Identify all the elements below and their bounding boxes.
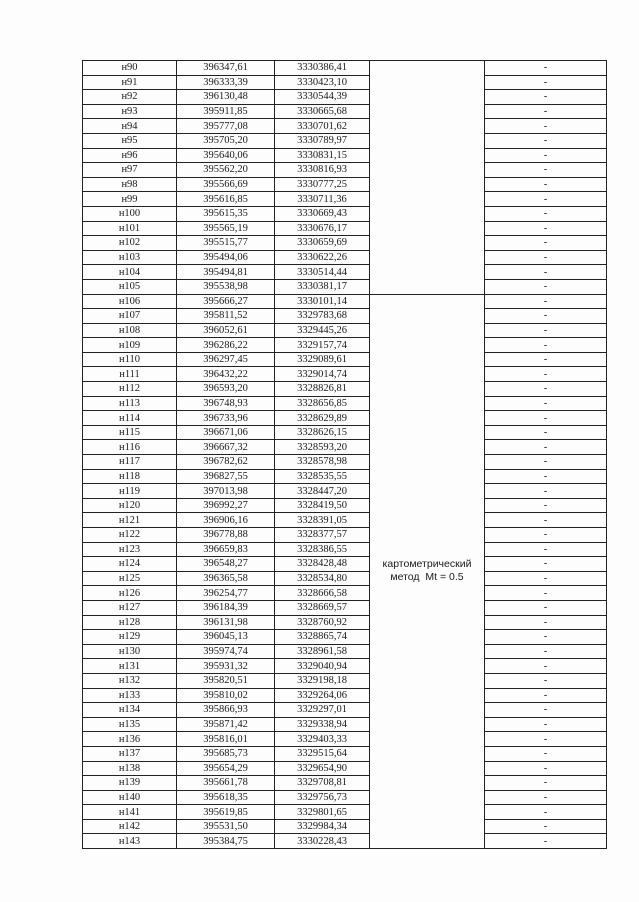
table-row: [83, 192, 607, 207]
point-name-cell: н93: [83, 104, 177, 119]
accuracy-cell: -: [485, 586, 607, 601]
point-name-cell: н111: [83, 367, 177, 382]
method-label: картометрический: [382, 558, 472, 571]
method-cell-lower: [370, 294, 485, 849]
x-coordinate-cell: 396992,27: [177, 498, 275, 513]
point-name-cell: н134: [83, 703, 177, 718]
x-coordinate-cell: 396659,83: [177, 542, 275, 557]
point-name-cell: н98: [83, 177, 177, 192]
point-name-cell: н95: [83, 133, 177, 148]
table-row: [83, 834, 607, 849]
accuracy-cell: -: [485, 776, 607, 791]
accuracy-cell: -: [485, 703, 607, 718]
point-name-cell: н121: [83, 513, 177, 528]
y-coordinate-cell: 3330669,43: [275, 206, 370, 221]
y-coordinate-cell: 3330676,17: [275, 221, 370, 236]
y-coordinate-cell: 3328669,57: [275, 600, 370, 615]
x-coordinate-cell: 396347,61: [177, 61, 275, 76]
y-coordinate-cell: 3329040,94: [275, 659, 370, 674]
table-row: [83, 513, 607, 528]
accuracy-cell: -: [485, 717, 607, 732]
x-coordinate-cell: 395654,29: [177, 761, 275, 776]
y-coordinate-cell: 3330622,26: [275, 250, 370, 265]
y-coordinate-cell: 3328826,81: [275, 382, 370, 397]
table-row: [83, 338, 607, 353]
point-name-cell: н142: [83, 819, 177, 834]
x-coordinate-cell: 396906,16: [177, 513, 275, 528]
table-row: [83, 396, 607, 411]
x-coordinate-cell: 395705,20: [177, 133, 275, 148]
point-name-cell: н117: [83, 455, 177, 470]
accuracy-cell: -: [485, 61, 607, 76]
y-coordinate-cell: 3329089,61: [275, 352, 370, 367]
x-coordinate-cell: 396365,58: [177, 571, 275, 586]
accuracy-cell: -: [485, 177, 607, 192]
y-coordinate-cell: 3330711,36: [275, 192, 370, 207]
accuracy-cell: -: [485, 367, 607, 382]
x-coordinate-cell: 395618,35: [177, 790, 275, 805]
y-coordinate-cell: 3330423,10: [275, 75, 370, 90]
accuracy-cell: -: [485, 455, 607, 470]
y-coordinate-cell: 3328391,05: [275, 513, 370, 528]
table-row: [83, 75, 607, 90]
table-row: [83, 717, 607, 732]
x-coordinate-cell: 396671,06: [177, 425, 275, 440]
x-coordinate-cell: 395515,77: [177, 236, 275, 251]
table-row: [83, 440, 607, 455]
table-row: [83, 61, 607, 76]
accuracy-cell: -: [485, 673, 607, 688]
table-row: [83, 644, 607, 659]
point-name-cell: н124: [83, 557, 177, 572]
point-name-cell: н118: [83, 469, 177, 484]
table-row: [83, 133, 607, 148]
x-coordinate-cell: 395538,98: [177, 279, 275, 294]
x-coordinate-cell: 395494,81: [177, 265, 275, 280]
point-name-cell: н92: [83, 90, 177, 105]
y-coordinate-cell: 3328865,74: [275, 630, 370, 645]
accuracy-cell: -: [485, 498, 607, 513]
table-row: [83, 206, 607, 221]
table-row: [83, 673, 607, 688]
point-name-cell: н97: [83, 163, 177, 178]
table-row: [83, 600, 607, 615]
point-name-cell: н114: [83, 411, 177, 426]
y-coordinate-cell: 3330701,62: [275, 119, 370, 134]
x-coordinate-cell: 395974,74: [177, 644, 275, 659]
point-name-cell: н94: [83, 119, 177, 134]
table-row: [83, 163, 607, 178]
y-coordinate-cell: 3328666,58: [275, 586, 370, 601]
point-name-cell: н113: [83, 396, 177, 411]
x-coordinate-cell: 395866,93: [177, 703, 275, 718]
accuracy-cell: -: [485, 265, 607, 280]
point-name-cell: н91: [83, 75, 177, 90]
y-coordinate-cell: 3330665,68: [275, 104, 370, 119]
y-coordinate-cell: 3330789,97: [275, 133, 370, 148]
y-coordinate-cell: 3329198,18: [275, 673, 370, 688]
point-name-cell: н122: [83, 528, 177, 543]
y-coordinate-cell: 3330544,39: [275, 90, 370, 105]
accuracy-cell: -: [485, 819, 607, 834]
accuracy-cell: -: [485, 528, 607, 543]
y-coordinate-cell: 3328578,98: [275, 455, 370, 470]
accuracy-cell: -: [485, 382, 607, 397]
point-name-cell: н105: [83, 279, 177, 294]
table-row: [83, 571, 607, 586]
accuracy-cell: -: [485, 746, 607, 761]
x-coordinate-cell: 396733,96: [177, 411, 275, 426]
x-coordinate-cell: 395931,32: [177, 659, 275, 674]
y-coordinate-cell: 3330514,44: [275, 265, 370, 280]
x-coordinate-cell: 396297,45: [177, 352, 275, 367]
accuracy-cell: -: [485, 294, 607, 309]
accuracy-cell: -: [485, 761, 607, 776]
point-name-cell: н99: [83, 192, 177, 207]
accuracy-cell: -: [485, 250, 607, 265]
y-coordinate-cell: 3330386,41: [275, 61, 370, 76]
y-coordinate-cell: 3329157,74: [275, 338, 370, 353]
y-coordinate-cell: 3330101,14: [275, 294, 370, 309]
y-coordinate-cell: 3328626,15: [275, 425, 370, 440]
accuracy-cell: -: [485, 469, 607, 484]
accuracy-cell: -: [485, 90, 607, 105]
point-name-cell: н107: [83, 309, 177, 324]
point-name-cell: н106: [83, 294, 177, 309]
x-coordinate-cell: 395820,51: [177, 673, 275, 688]
table-row: [83, 761, 607, 776]
y-coordinate-cell: 3328656,85: [275, 396, 370, 411]
x-coordinate-cell: 395661,78: [177, 776, 275, 791]
point-name-cell: н109: [83, 338, 177, 353]
x-coordinate-cell: 395811,52: [177, 309, 275, 324]
point-name-cell: н115: [83, 425, 177, 440]
y-coordinate-cell: 3330228,43: [275, 834, 370, 849]
table-row: [83, 279, 607, 294]
point-name-cell: н123: [83, 542, 177, 557]
y-coordinate-cell: 3328961,58: [275, 644, 370, 659]
accuracy-cell: -: [485, 104, 607, 119]
table-row: [83, 221, 607, 236]
x-coordinate-cell: 396052,61: [177, 323, 275, 338]
y-coordinate-cell: 3329756,73: [275, 790, 370, 805]
accuracy-cell: -: [485, 133, 607, 148]
y-coordinate-cell: 3329783,68: [275, 309, 370, 324]
y-coordinate-cell: 3328593,20: [275, 440, 370, 455]
point-name-cell: н112: [83, 382, 177, 397]
y-coordinate-cell: 3328386,55: [275, 542, 370, 557]
point-name-cell: н132: [83, 673, 177, 688]
accuracy-cell: -: [485, 411, 607, 426]
x-coordinate-cell: 396778,88: [177, 528, 275, 543]
x-coordinate-cell: 397013,98: [177, 484, 275, 499]
x-coordinate-cell: 395615,35: [177, 206, 275, 221]
point-name-cell: н143: [83, 834, 177, 849]
y-coordinate-cell: 3329445,26: [275, 323, 370, 338]
table-row: [83, 805, 607, 820]
table-row: [83, 148, 607, 163]
accuracy-cell: -: [485, 119, 607, 134]
x-coordinate-cell: 395871,42: [177, 717, 275, 732]
accuracy-cell: -: [485, 542, 607, 557]
accuracy-cell: -: [485, 206, 607, 221]
x-coordinate-cell: 396286,22: [177, 338, 275, 353]
point-name-cell: н133: [83, 688, 177, 703]
accuracy-cell: -: [485, 338, 607, 353]
y-coordinate-cell: 3329403,33: [275, 732, 370, 747]
accuracy-cell: -: [485, 192, 607, 207]
accuracy-cell: -: [485, 659, 607, 674]
table-row: [83, 776, 607, 791]
x-coordinate-cell: 396131,98: [177, 615, 275, 630]
point-name-cell: н116: [83, 440, 177, 455]
point-name-cell: н103: [83, 250, 177, 265]
x-coordinate-cell: 395566,69: [177, 177, 275, 192]
table-row: [83, 688, 607, 703]
x-coordinate-cell: 396548,27: [177, 557, 275, 572]
x-coordinate-cell: 395810,02: [177, 688, 275, 703]
x-coordinate-cell: 395565,19: [177, 221, 275, 236]
accuracy-cell: -: [485, 352, 607, 367]
coordinates-table-body: [83, 61, 607, 849]
point-name-cell: н131: [83, 659, 177, 674]
y-coordinate-cell: 3330777,25: [275, 177, 370, 192]
x-coordinate-cell: 396667,32: [177, 440, 275, 455]
y-coordinate-cell: 3328760,92: [275, 615, 370, 630]
x-coordinate-cell: 395911,85: [177, 104, 275, 119]
x-coordinate-cell: 395384,75: [177, 834, 275, 849]
accuracy-cell: -: [485, 440, 607, 455]
accuracy-cell: -: [485, 484, 607, 499]
x-coordinate-cell: 395640,06: [177, 148, 275, 163]
accuracy-cell: -: [485, 163, 607, 178]
y-coordinate-cell: 3329014,74: [275, 367, 370, 382]
point-name-cell: н138: [83, 761, 177, 776]
method-cell-upper: [370, 61, 485, 295]
y-coordinate-cell: 3329338,94: [275, 717, 370, 732]
x-coordinate-cell: 396130,48: [177, 90, 275, 105]
accuracy-cell: -: [485, 75, 607, 90]
table-row: [83, 484, 607, 499]
accuracy-cell: -: [485, 615, 607, 630]
accuracy-cell: -: [485, 148, 607, 163]
y-coordinate-cell: 3329801,65: [275, 805, 370, 820]
x-coordinate-cell: 396254,77: [177, 586, 275, 601]
y-coordinate-cell: 3328535,55: [275, 469, 370, 484]
y-coordinate-cell: 3328428,48: [275, 557, 370, 572]
table-row: [83, 265, 607, 280]
x-coordinate-cell: 396593,20: [177, 382, 275, 397]
point-name-cell: н139: [83, 776, 177, 791]
accuracy-cell: -: [485, 600, 607, 615]
table-row: [83, 528, 607, 543]
table-row: [83, 411, 607, 426]
y-coordinate-cell: 3329708,81: [275, 776, 370, 791]
table-row: [83, 630, 607, 645]
y-coordinate-cell: 3328534,80: [275, 571, 370, 586]
table-row: [83, 294, 607, 309]
y-coordinate-cell: 3328629,89: [275, 411, 370, 426]
point-name-cell: н125: [83, 571, 177, 586]
accuracy-cell: -: [485, 323, 607, 338]
point-name-cell: н102: [83, 236, 177, 251]
table-row: [83, 382, 607, 397]
table-row: [83, 703, 607, 718]
table-row: [83, 104, 607, 119]
y-coordinate-cell: 3329264,06: [275, 688, 370, 703]
table-row: [83, 309, 607, 324]
x-coordinate-cell: 396184,39: [177, 600, 275, 615]
table-row: [83, 236, 607, 251]
y-coordinate-cell: 3329654,90: [275, 761, 370, 776]
coordinates-table: [82, 60, 607, 849]
x-coordinate-cell: 395562,20: [177, 163, 275, 178]
accuracy-cell: -: [485, 513, 607, 528]
y-coordinate-cell: 3330659,69: [275, 236, 370, 251]
table-row: [83, 177, 607, 192]
x-coordinate-cell: 396333,39: [177, 75, 275, 90]
table-row: [83, 615, 607, 630]
point-name-cell: н110: [83, 352, 177, 367]
table-row: [83, 455, 607, 470]
accuracy-cell: -: [485, 644, 607, 659]
x-coordinate-cell: 396432,22: [177, 367, 275, 382]
point-name-cell: н127: [83, 600, 177, 615]
accuracy-cell: -: [485, 425, 607, 440]
point-name-cell: н137: [83, 746, 177, 761]
method-accuracy-label: метод Mt = 0.5: [390, 571, 464, 584]
point-name-cell: н101: [83, 221, 177, 236]
accuracy-cell: -: [485, 630, 607, 645]
point-name-cell: н135: [83, 717, 177, 732]
x-coordinate-cell: 396045,13: [177, 630, 275, 645]
table-row: [83, 498, 607, 513]
point-name-cell: н119: [83, 484, 177, 499]
accuracy-cell: -: [485, 221, 607, 236]
accuracy-cell: -: [485, 279, 607, 294]
y-coordinate-cell: 3328447,20: [275, 484, 370, 499]
x-coordinate-cell: 395685,73: [177, 746, 275, 761]
table-row: [83, 790, 607, 805]
x-coordinate-cell: 395531,50: [177, 819, 275, 834]
table-row: [83, 119, 607, 134]
point-name-cell: н128: [83, 615, 177, 630]
table-row: [83, 367, 607, 382]
y-coordinate-cell: 3329515,64: [275, 746, 370, 761]
table-row: [83, 323, 607, 338]
x-coordinate-cell: 396782,62: [177, 455, 275, 470]
accuracy-cell: -: [485, 396, 607, 411]
y-coordinate-cell: 3329984,34: [275, 819, 370, 834]
y-coordinate-cell: 3330831,15: [275, 148, 370, 163]
accuracy-cell: -: [485, 236, 607, 251]
x-coordinate-cell: 395616,85: [177, 192, 275, 207]
table-row: [83, 659, 607, 674]
x-coordinate-cell: 396827,55: [177, 469, 275, 484]
point-name-cell: н129: [83, 630, 177, 645]
point-name-cell: н130: [83, 644, 177, 659]
accuracy-cell: -: [485, 571, 607, 586]
table-row: [83, 746, 607, 761]
y-coordinate-cell: 3328419,50: [275, 498, 370, 513]
accuracy-cell: -: [485, 834, 607, 849]
x-coordinate-cell: 395619,85: [177, 805, 275, 820]
table-row: [83, 557, 607, 572]
point-name-cell: н96: [83, 148, 177, 163]
accuracy-cell: -: [485, 790, 607, 805]
point-name-cell: н100: [83, 206, 177, 221]
point-name-cell: н126: [83, 586, 177, 601]
table-row: [83, 352, 607, 367]
table-row: [83, 819, 607, 834]
point-name-cell: н140: [83, 790, 177, 805]
accuracy-cell: -: [485, 732, 607, 747]
x-coordinate-cell: 395666,27: [177, 294, 275, 309]
x-coordinate-cell: 395494,06: [177, 250, 275, 265]
y-coordinate-cell: 3329297,01: [275, 703, 370, 718]
table-row: [83, 425, 607, 440]
point-name-cell: н104: [83, 265, 177, 280]
table-row: [83, 469, 607, 484]
accuracy-cell: -: [485, 805, 607, 820]
x-coordinate-cell: 396748,93: [177, 396, 275, 411]
table-row: [83, 542, 607, 557]
table-row: [83, 732, 607, 747]
accuracy-cell: -: [485, 688, 607, 703]
accuracy-cell: -: [485, 557, 607, 572]
y-coordinate-cell: 3330816,93: [275, 163, 370, 178]
point-name-cell: н136: [83, 732, 177, 747]
point-name-cell: н90: [83, 61, 177, 76]
y-coordinate-cell: 3328377,57: [275, 528, 370, 543]
table-row: [83, 250, 607, 265]
point-name-cell: н120: [83, 498, 177, 513]
x-coordinate-cell: 395777,08: [177, 119, 275, 134]
x-coordinate-cell: 395816,01: [177, 732, 275, 747]
y-coordinate-cell: 3330381,17: [275, 279, 370, 294]
table-row: [83, 90, 607, 105]
accuracy-cell: -: [485, 309, 607, 324]
point-name-cell: н108: [83, 323, 177, 338]
table-row: [83, 586, 607, 601]
point-name-cell: н141: [83, 805, 177, 820]
